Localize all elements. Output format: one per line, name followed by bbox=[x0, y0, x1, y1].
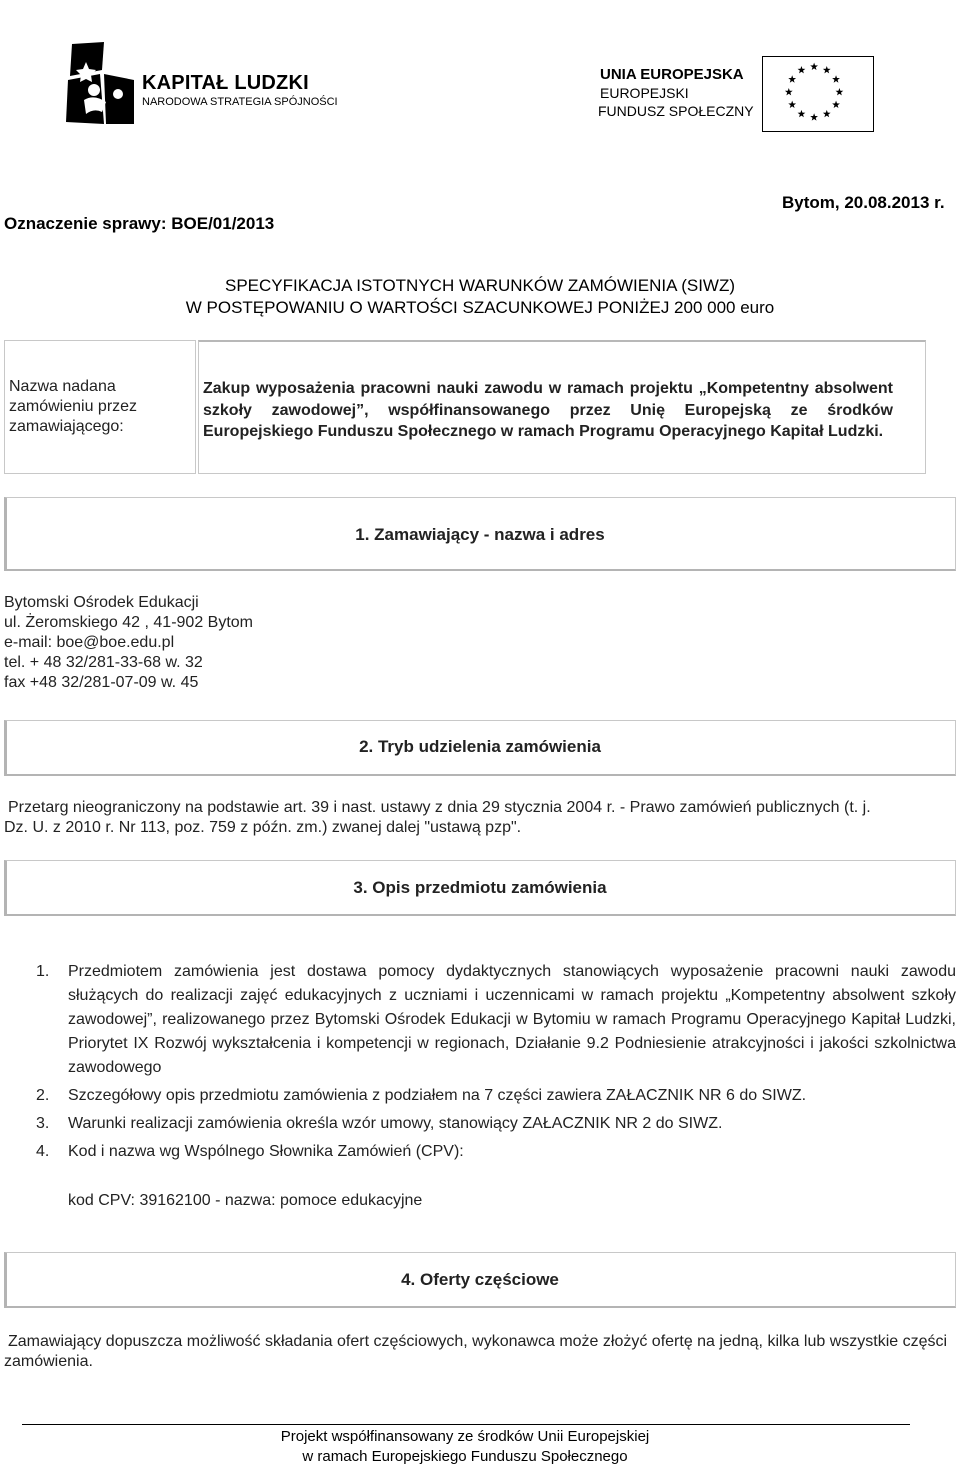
eu-star-icon bbox=[788, 75, 796, 82]
address-line: e-mail: boe@boe.edu.pl bbox=[4, 634, 175, 651]
order-name-label: Nazwa nadana zamówieniu przez zamawiającego: bbox=[4, 340, 196, 474]
list-item: 4. Kod i nazwa wg Wspólnego Słownika Zamówień (CPV): bbox=[36, 1143, 464, 1160]
list-item: 1. Przedmiotem zamówienia jest dostawa pomocy dydaktycznych stanowiących wyposażenie pracowni nauki zawodu służących do realizacji zajęć edukacyjnych z uczniami i uczennicami w ramach projektu „Kompetentny absolwent szkoły zawodowej”, realizowanego przez Bytomski Ośrodek Edukacji w Bytomiu w ramach Programu Operacyjnego Kapitał Ludzki, Priorytet IX Rozwój wykształcenia i kompetencji w regionach, Działanie 9.2 Podniesienie atrakcyjności i jakości szkolnictwa zawodowego bbox=[36, 963, 956, 1076]
address-line: ul. Żeromskiego 42 , 41-902 Bytom bbox=[4, 614, 254, 631]
address-line: Bytomski Ośrodek Edukacji bbox=[4, 594, 199, 611]
eu-star-icon bbox=[788, 101, 796, 108]
eu-star-icon bbox=[798, 66, 806, 73]
footer-divider bbox=[22, 1424, 910, 1425]
order-name-value: Zakup wyposażenia pracowni nauki zawodu w ramach projektu „Kompetentny absolwent szkoły zawodowej”, współfinansowanego przez Unię Europejską ze środków Europejskiego Funduszu Społecznego w ramach Programu Operacyjnego Kapitał Ludzki. bbox=[198, 340, 926, 474]
eu-star-icon bbox=[810, 113, 818, 120]
list-item: 3. Warunki realizacji zamówienia określa wzór umowy, stanowiący ZAŁACZNIK NR 2 do SIWZ. bbox=[36, 1115, 723, 1132]
document-date: Bytom, 20.08.2013 r. bbox=[782, 193, 945, 212]
kapital-ludzki-logo bbox=[64, 40, 344, 130]
address-line: tel. + 48 32/281-33-68 w. 32 bbox=[4, 654, 203, 671]
section-3-list bbox=[36, 960, 956, 1168]
list-item: 2. Szczegółowy opis przedmiotu zamówienia z podziałem na 7 części zawiera ZAŁACZNIK NR 6 do SIWZ. bbox=[36, 1087, 807, 1104]
address-line: fax +48 32/281-07-09 w. 45 bbox=[4, 674, 199, 691]
eu-star-icon bbox=[836, 88, 844, 95]
footer-line2: w ramach Europejskiego Funduszu Społecznego bbox=[302, 1448, 628, 1465]
eu-star-icon bbox=[823, 66, 831, 73]
kapital-ludzki-title: KAPITAŁ LUDZKI bbox=[142, 72, 309, 94]
eu-star-icon bbox=[823, 110, 831, 117]
section-2-title: 2. Tryb udzielenia zamówienia bbox=[359, 737, 601, 756]
section-2-text: Przetarg nieograniczony na podstawie art. 39 i nast. ustawy z dnia 29 stycznia 2004 r. - Prawo zamówień publicznych (t. j. Dz. U. z 2010 r. Nr 113, poz. 759 z późn. zm.) zwanej dalej "ustawą pzp". bbox=[4, 799, 871, 836]
document-title-line1: SPECYFIKACJA ISTOTNYCH WARUNKÓW ZAMÓWIENIA (SIWZ) bbox=[224, 276, 736, 295]
eu-star-icon bbox=[832, 75, 840, 82]
eu-logo-line2: EUROPEJSKI bbox=[600, 85, 689, 101]
kapital-ludzki-subtitle: NARODOWA STRATEGIA SPÓJNOŚCI bbox=[142, 96, 338, 108]
eu-star-icon bbox=[810, 63, 818, 70]
eu-star-icon bbox=[832, 101, 840, 108]
eu-logo-line1: UNIA EUROPEJSKA bbox=[600, 66, 744, 83]
eu-star-icon bbox=[798, 110, 806, 117]
eu-logo bbox=[598, 56, 878, 136]
section-4-title: 4. Oferty częściowe bbox=[401, 1270, 559, 1289]
eu-star-icon bbox=[785, 88, 793, 95]
case-number: Oznaczenie sprawy: BOE/01/2013 bbox=[4, 214, 275, 233]
document-title-line2: W POSTĘPOWANIU O WARTOŚCI SZACUNKOWEJ PONIŻEJ 200 000 euro bbox=[185, 298, 775, 317]
cpv-code: kod CPV: 39162100 - nazwa: pomoce edukacyjne bbox=[68, 1192, 423, 1209]
contractor-address bbox=[4, 593, 253, 693]
section-1-title: 1. Zamawiający - nazwa i adres bbox=[355, 525, 605, 544]
kapital-ludzki-emblem-icon bbox=[64, 40, 138, 126]
section-4-text: Zamawiający dopuszcza możliwość składania ofert częściowych, wykonawca może złożyć ofertę na jedną, kilka lub wszystkie części zamówienia. bbox=[4, 1333, 948, 1370]
eu-stars-flag-icon bbox=[762, 56, 874, 132]
eu-logo-line3: FUNDUSZ SPOŁECZNY bbox=[598, 103, 754, 119]
footer-line1: Projekt współfinansowany ze środków Unii Europejskiej bbox=[280, 1428, 650, 1445]
section-3-title: 3. Opis przedmiotu zamówienia bbox=[353, 878, 607, 897]
